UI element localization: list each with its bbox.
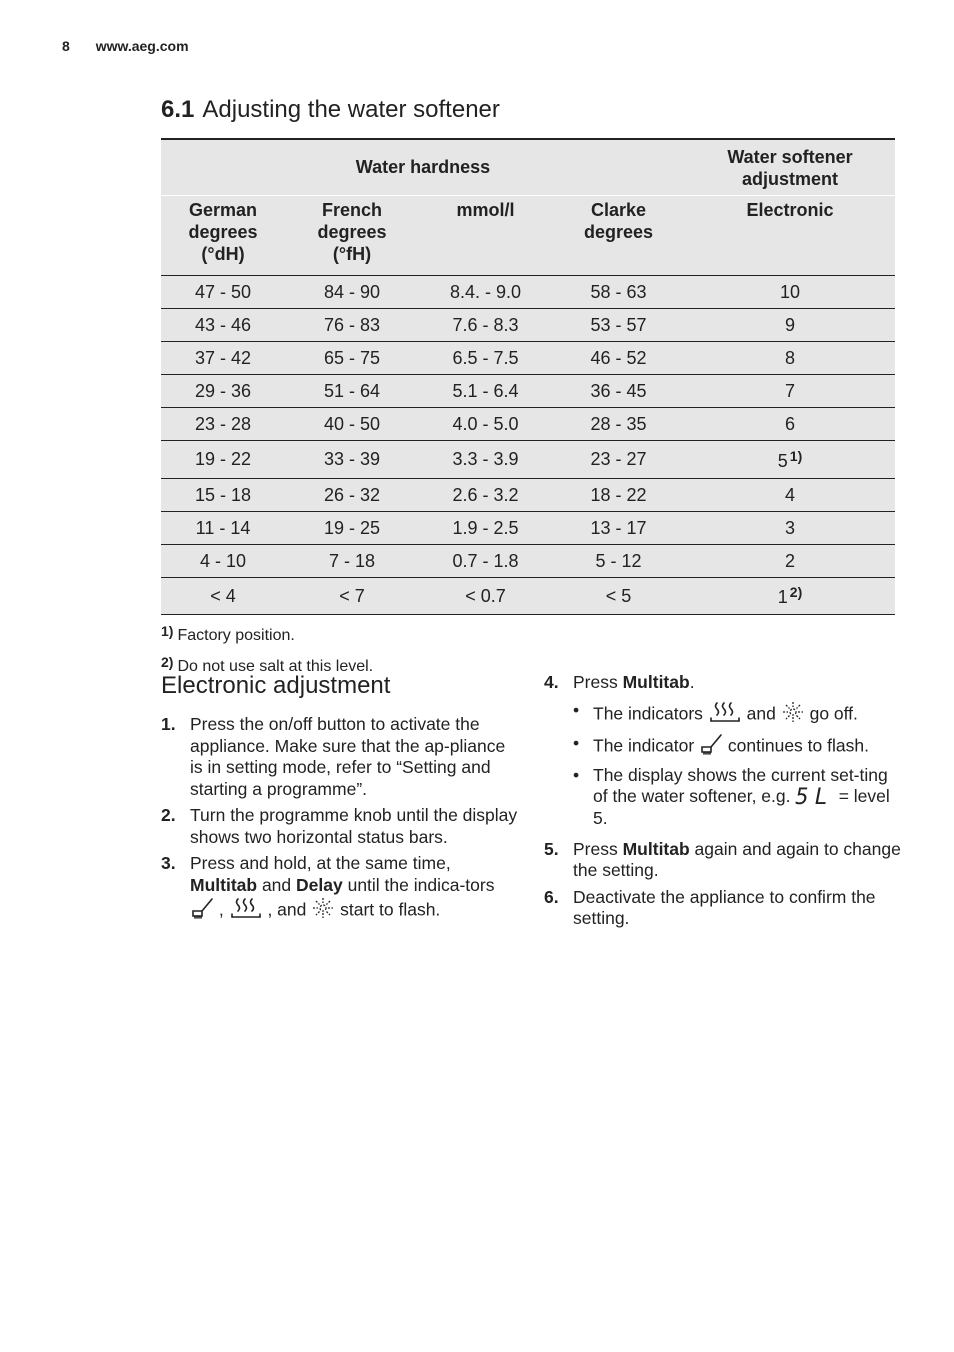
cell-clarke: 13 - 17: [552, 512, 685, 545]
col-german: German degrees (°dH): [161, 196, 285, 276]
cell-dh: 23 - 28: [161, 408, 285, 441]
seven-segment-display: 5L: [795, 784, 834, 810]
table-footnotes: [161, 618, 373, 680]
header-softener-adjustment: Water softener adjustment: [685, 139, 895, 196]
cell-mmol: 3.3 - 3.9: [419, 441, 552, 479]
table-row: [161, 441, 895, 479]
page-header: [62, 38, 189, 54]
table-row: [161, 512, 895, 545]
heat-waves-icon: [708, 700, 742, 730]
section-title: [161, 96, 500, 124]
cell-clarke: 36 - 45: [552, 375, 685, 408]
cell-level: 5 $^{1)}$: [685, 441, 895, 479]
table-row: [161, 408, 895, 441]
section-title-text: Adjusting the water softener: [202, 96, 500, 123]
electronic-adjustment-heading: Electronic adjustment: [161, 672, 391, 699]
step-6: 6. Deactivate the appliance to confirm the setting.: [544, 886, 876, 929]
col-mmol: mmol/l: [419, 196, 552, 276]
col-electronic: Electronic: [685, 196, 895, 276]
cell-level: 8: [685, 342, 895, 375]
table-row: [161, 375, 895, 408]
step-1: 1. Press the on/off button to activate the appliance. Make sure that the ap-pliance is in setting mode, refer to “Setting and starting a programme”.: [161, 714, 506, 799]
cell-clarke: 23 - 27: [552, 441, 685, 479]
cell-level: 6: [685, 408, 895, 441]
water-hardness-table: [161, 138, 895, 615]
cell-level: 1 $^{2)}$: [685, 578, 895, 615]
section-number: 6.1: [161, 96, 195, 123]
footnote-1: $^{1)}$ Factory position.: [161, 623, 295, 644]
cell-fh: 33 - 39: [285, 441, 419, 479]
cell-mmol: 4.0 - 5.0: [419, 408, 552, 441]
cell-dh: 15 - 18: [161, 479, 285, 512]
step-3: 3. Press and hold, at the same time, Multitab and Delay until the indica-tors , , and start to flash.: [161, 853, 521, 926]
cell-fh: 65 - 75: [285, 342, 419, 375]
cell-level: 3: [685, 512, 895, 545]
step-2: 2. Turn the programme knob until the display shows two horizontal status bars.: [161, 805, 518, 847]
cell-dh: 4 - 10: [161, 545, 285, 578]
cell-clarke: 5 - 12: [552, 545, 685, 578]
cell-fh: 19 - 25: [285, 512, 419, 545]
table-row: [161, 545, 895, 578]
cell-level: 7: [685, 375, 895, 408]
cell-clarke: 53 - 57: [552, 309, 685, 342]
cell-mmol: 1.9 - 2.5: [419, 512, 552, 545]
cell-fh: 76 - 83: [285, 309, 419, 342]
col-clarke: Clarke degrees: [552, 196, 685, 276]
website-link[interactable]: www.aeg.com: [95, 38, 189, 54]
cell-clarke: < 5: [552, 578, 685, 615]
cell-dh: 19 - 22: [161, 441, 285, 479]
cell-level: 2: [685, 545, 895, 578]
instructions-left: [161, 672, 521, 931]
table-row: [161, 309, 895, 342]
cell-dh: 29 - 36: [161, 375, 285, 408]
cell-dh: 43 - 46: [161, 309, 285, 342]
footnote-2: $^{2)}$ Do not use salt at this level.: [161, 654, 374, 675]
cell-mmol: 5.1 - 6.4: [419, 375, 552, 408]
cell-clarke: 46 - 52: [552, 342, 685, 375]
cell-dh: < 4: [161, 578, 285, 615]
step-4: 4. Press Multitab. • The indicators and go off. • The indicator continues to flash. • The display shows the current set-ting of the water softener, e.g. 5L = level 5.: [544, 672, 904, 834]
cell-mmol: 2.6 - 3.2: [419, 479, 552, 512]
col-french: French degrees (°fH): [285, 196, 419, 276]
page-number: 8: [62, 38, 70, 54]
cell-clarke: 18 - 22: [552, 479, 685, 512]
cell-level: 4: [685, 479, 895, 512]
table-row: [161, 578, 895, 615]
sun-burst-icon: [781, 700, 805, 730]
cell-fh: 26 - 32: [285, 479, 419, 512]
instructions-right: [544, 672, 904, 935]
cell-mmol: 0.7 - 1.8: [419, 545, 552, 578]
cell-level: 9: [685, 309, 895, 342]
cell-fh: 84 - 90: [285, 276, 419, 309]
cell-clarke: 28 - 35: [552, 408, 685, 441]
cell-mmol: 8.4. - 9.0: [419, 276, 552, 309]
cell-mmol: 6.5 - 7.5: [419, 342, 552, 375]
header-water-hardness: Water hardness: [161, 139, 685, 196]
footnote-mark: 2): [789, 584, 803, 600]
cell-fh: 51 - 64: [285, 375, 419, 408]
softener-brush-icon: [699, 733, 723, 761]
table-row: [161, 276, 895, 309]
cell-dh: 11 - 14: [161, 512, 285, 545]
cell-fh: < 7: [285, 578, 419, 615]
cell-dh: 47 - 50: [161, 276, 285, 309]
cell-mmol: < 0.7: [419, 578, 552, 615]
cell-fh: 7 - 18: [285, 545, 419, 578]
bullet-indicators-off: • The indicators and go off.: [573, 700, 904, 730]
bullet-display-setting: • The display shows the current set-ting of the water softener, e.g. 5L = level 5.: [573, 764, 890, 829]
cell-clarke: 58 - 63: [552, 276, 685, 309]
cell-fh: 40 - 50: [285, 408, 419, 441]
bullet-indicator-flash: • The indicator continues to flash.: [573, 733, 904, 761]
softener-brush-icon: [190, 897, 214, 925]
footnote-mark: 1): [789, 447, 803, 464]
heat-waves-icon: [229, 896, 263, 926]
cell-dh: 37 - 42: [161, 342, 285, 375]
step-5: 5. Press Multitab again and again to change the setting.: [544, 838, 901, 881]
cell-level: 10: [685, 276, 895, 309]
table-row: [161, 479, 895, 512]
cell-mmol: 7.6 - 8.3: [419, 309, 552, 342]
table-row: [161, 342, 895, 375]
sun-burst-icon: [311, 896, 335, 926]
